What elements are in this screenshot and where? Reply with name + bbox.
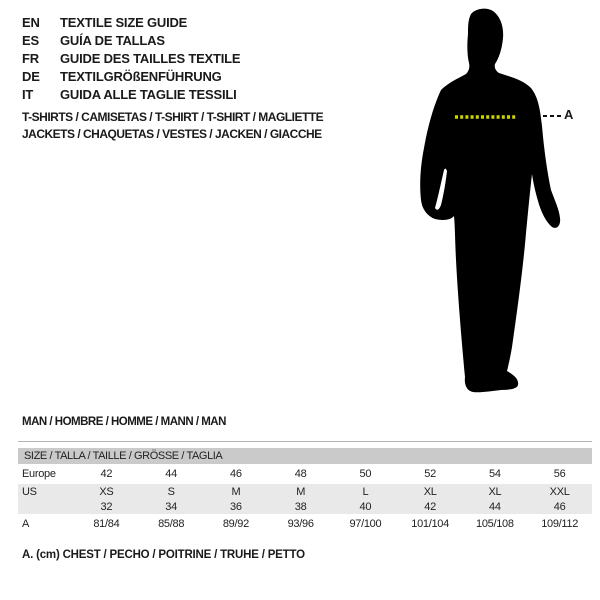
table-row-chest [18, 514, 592, 533]
size-cell: XL [423, 485, 437, 498]
size-cell: 36 [230, 500, 242, 513]
row-label: A [22, 517, 30, 530]
language-code: FR [22, 51, 39, 66]
man-silhouette [413, 8, 573, 396]
size-cell: 109/112 [541, 517, 579, 530]
row-label: Europe [22, 468, 56, 480]
language-row [22, 50, 240, 68]
size-cell: 38 [294, 500, 307, 513]
size-cell: 52 [424, 468, 436, 480]
size-cell: 56 [553, 468, 566, 480]
language-code: EN [22, 15, 40, 30]
language-code: ES [22, 33, 39, 48]
size-cell: 54 [489, 468, 501, 480]
size-cell: 42 [424, 500, 436, 513]
size-cell: 97/100 [349, 517, 382, 530]
size-cell: 34 [165, 500, 177, 513]
language-code: IT [22, 87, 34, 102]
table-header: SIZE / TALLA / TAILLE / GRÖSSE / TAGLIA [18, 448, 592, 464]
size-cell: 48 [294, 468, 307, 480]
size-cell: 44 [489, 500, 501, 513]
size-table [18, 441, 592, 533]
language-row [22, 86, 240, 104]
language-label: GUIDA ALLE TAGLIE TESSILI [60, 87, 237, 102]
size-cell: 40 [359, 500, 372, 513]
language-label: GUIDE DES TAILLES TEXTILE [60, 51, 241, 66]
language-label: TEXTILGRÖßENFÜHRUNG [60, 69, 222, 84]
size-cell: 44 [165, 468, 177, 480]
row-label: US [22, 485, 37, 498]
size-cell: XL [488, 485, 502, 498]
size-cell: M [296, 485, 306, 498]
size-cell: S [167, 485, 175, 498]
size-cell: L [362, 485, 369, 498]
category-tshirts: T-SHIRTS / CAMISETAS / T-SHIRT / T-SHIRT / MAGLIETTE [22, 110, 324, 124]
size-cell: 101/104 [411, 517, 449, 530]
size-cell: 81/84 [93, 517, 120, 530]
size-cell: 105/108 [476, 517, 514, 530]
table-top-rule [18, 441, 592, 442]
language-list [22, 14, 240, 104]
size-cell: M [231, 485, 241, 498]
size-cell: 85/88 [158, 517, 185, 530]
table-row-europe [18, 464, 592, 484]
table-shaded-band [18, 484, 592, 514]
measurement-footnote: A. (cm) CHEST / PECHO / POITRINE / TRUHE / PETTO [22, 549, 305, 561]
size-cell: 93/96 [287, 517, 314, 530]
size-cell: 42 [100, 468, 113, 480]
table-row-us [18, 484, 592, 499]
man-section-title: MAN / HOMBRE / HOMME / MANN / MAN [22, 416, 226, 428]
size-cell: XS [99, 485, 114, 498]
size-cell: 46 [553, 500, 566, 513]
size-cell: XXL [549, 485, 570, 498]
language-label: GUÍA DE TALLAS [60, 33, 165, 48]
category-list [22, 109, 323, 143]
size-cell: 89/92 [222, 517, 249, 530]
category-jackets: JACKETS / CHAQUETAS / VESTES / JACKEN / GIACCHE [22, 127, 322, 141]
language-row [22, 32, 240, 50]
language-label: TEXTILE SIZE GUIDE [60, 15, 188, 30]
size-cell: 46 [230, 468, 242, 480]
language-code: DE [22, 69, 40, 84]
size-cell: 32 [100, 500, 113, 513]
table-row-numeric [18, 499, 592, 514]
language-row [22, 68, 240, 86]
measure-label-a: A [564, 107, 574, 122]
language-row [22, 14, 240, 32]
size-cell: 50 [359, 468, 372, 480]
